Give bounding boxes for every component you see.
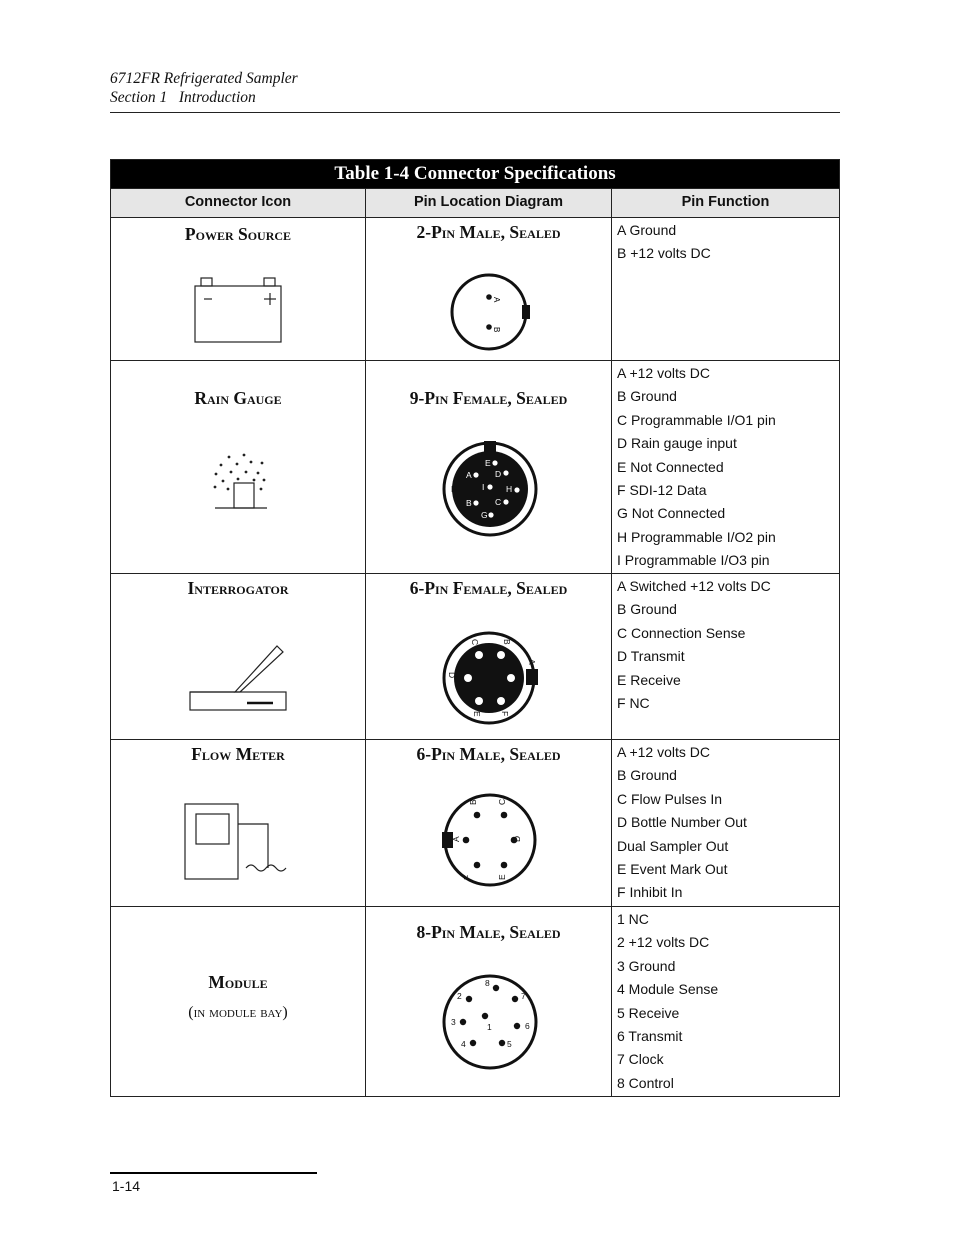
- column-header-connector-icon: Connector Icon: [111, 189, 366, 217]
- pin-function: 8 Control: [617, 1074, 674, 1091]
- pin-letter: 3: [451, 1017, 456, 1027]
- pin-function: B Ground: [617, 388, 677, 405]
- pin-type-label: 6-Pin Male, Sealed: [416, 744, 561, 764]
- pin-letter: F: [451, 484, 457, 494]
- connector-spec-table: [110, 159, 840, 1097]
- pin-letter: D: [512, 835, 522, 842]
- pin-letter: F: [462, 874, 472, 880]
- pin-type-label: 9-Pin Female, Sealed: [409, 388, 568, 408]
- pin-diagram-cell: [366, 574, 612, 739]
- pin-function: A Switched +12 volts DC: [617, 578, 771, 594]
- pin-function: D Bottle Number Out: [617, 814, 747, 831]
- pin-function: 5 Receive: [617, 1004, 680, 1021]
- pin-diagram-cell: [366, 907, 612, 1096]
- column-header-pin-location: Pin Location Diagram: [366, 189, 612, 217]
- pin-letter: A: [466, 470, 472, 480]
- pin-function-cell: [612, 740, 839, 906]
- connector-icon-cell: [111, 574, 366, 739]
- table-title: Table 1-4 Connector Specifications: [111, 160, 839, 188]
- pin-letter: D: [447, 672, 457, 679]
- pin-function: F NC: [617, 695, 650, 712]
- pin-function: I Programmable I/O3 pin: [617, 552, 770, 569]
- connector-icon-cell: [111, 218, 366, 360]
- pin-function-list: [617, 908, 718, 1095]
- pin-letter: A: [527, 659, 537, 665]
- pin-diagram-cell: [366, 740, 612, 906]
- pin-letter: E: [497, 874, 507, 880]
- pin-function: G Not Connected: [617, 505, 726, 522]
- pin-function: 4 Module Sense: [617, 981, 719, 998]
- pin-letter: I: [482, 482, 485, 492]
- pin-letter: F: [500, 711, 510, 717]
- column-header-pin-function: Pin Function: [681, 194, 770, 210]
- pin-function: A +12 volts DC: [617, 365, 710, 381]
- table-row: [111, 217, 839, 360]
- header-rule: [110, 112, 840, 113]
- pin-function: 3 Ground: [617, 957, 676, 974]
- pin-function: F SDI-12 Data: [617, 482, 707, 499]
- pin-function-list: [617, 741, 747, 905]
- connector-2pin-diagram: [449, 272, 529, 352]
- page-number: 1-14: [112, 1178, 141, 1194]
- pin-function: D Transmit: [617, 648, 685, 665]
- connector-name: Power Source: [184, 224, 292, 244]
- pin-function: E Not Connected: [617, 458, 724, 475]
- pin-letter: B: [468, 799, 478, 805]
- pin-function-cell: [612, 361, 839, 573]
- connector-name: Interrogator: [187, 578, 289, 598]
- pin-function: C Connection Sense: [617, 624, 746, 641]
- pin-type-label: 8-Pin Male, Sealed: [416, 922, 561, 942]
- pin-letter: 8: [485, 978, 490, 988]
- pin-diagram-cell: [366, 361, 612, 573]
- pin-function: E Event Mark Out: [617, 861, 728, 878]
- table-row: [111, 739, 839, 906]
- pin-letter: C: [497, 798, 507, 805]
- pin-function: E Receive: [617, 671, 681, 688]
- connector-name: Rain Gauge: [194, 388, 282, 408]
- pin-letter: D: [495, 469, 502, 479]
- table-column-headers: [111, 188, 839, 217]
- running-header: [110, 70, 298, 107]
- pin-function: B +12 volts DC: [617, 245, 711, 262]
- footer-rule: [110, 1172, 317, 1174]
- connector-icon-cell: [111, 740, 366, 906]
- header-section: Section 1 Introduction: [110, 88, 256, 106]
- pin-function: B Ground: [617, 601, 677, 618]
- pin-letter: B: [502, 639, 512, 645]
- connector-8pin-diagram: [441, 973, 541, 1071]
- pin-letter: B: [492, 327, 501, 333]
- pin-type-label: 6-Pin Female, Sealed: [409, 578, 568, 598]
- pin-letter: B: [466, 498, 472, 508]
- pin-letter: A: [492, 297, 501, 303]
- pin-function: 7 Clock: [617, 1051, 664, 1068]
- pin-letter: 7: [521, 991, 526, 1001]
- pin-function-list: [617, 219, 711, 266]
- pin-letter: 4: [461, 1039, 466, 1049]
- table-row: [111, 360, 839, 573]
- pin-letter: E: [485, 458, 491, 468]
- pin-function: C Programmable I/O1 pin: [617, 411, 776, 428]
- pin-function-cell: [612, 218, 839, 360]
- pin-function: 6 Transmit: [617, 1028, 683, 1045]
- pin-function-cell: [612, 574, 839, 739]
- pin-function: 1 NC: [617, 911, 649, 927]
- pin-letter: G: [481, 510, 488, 520]
- pin-letter: 2: [457, 991, 462, 1001]
- table-row: [111, 906, 839, 1096]
- connector-name: Module: [208, 972, 268, 992]
- pin-function: 2 +12 volts DC: [617, 934, 710, 951]
- flow-meter-icon: [184, 802, 294, 882]
- pin-function: C Flow Pulses In: [617, 790, 723, 807]
- pin-function: F Inhibit In: [617, 884, 683, 901]
- connector-icon-cell: [111, 907, 366, 1096]
- pin-function: H Programmable I/O2 pin: [617, 528, 776, 545]
- pin-letter: E: [472, 711, 482, 717]
- pin-function-list: [617, 575, 771, 715]
- table-row: [111, 573, 839, 739]
- pin-function-cell: [612, 907, 839, 1096]
- connector-name: Flow Meter: [191, 744, 285, 764]
- connector-icon-cell: [111, 361, 366, 573]
- connector-6pin-female-diagram: [439, 631, 539, 725]
- connector-6pin-male-diagram: [440, 793, 540, 887]
- pin-function: A Ground: [617, 222, 677, 238]
- pin-letter: C: [470, 639, 480, 646]
- pin-letter: 6: [525, 1021, 530, 1031]
- pin-letter: 5: [507, 1039, 512, 1049]
- pin-diagram-cell: [366, 218, 612, 360]
- connector-sublabel: (in module bay): [188, 1004, 288, 1021]
- battery-icon: [193, 276, 283, 344]
- pin-function-list: [617, 362, 776, 573]
- pin-letter: H: [506, 484, 513, 494]
- interrogator-icon: [189, 642, 289, 714]
- pin-function: Dual Sampler Out: [617, 837, 729, 854]
- connector-9pin-diagram: [440, 439, 540, 537]
- pin-letter: C: [495, 497, 502, 507]
- pin-letter: A: [451, 836, 461, 842]
- pin-function: A +12 volts DC: [617, 744, 710, 760]
- pin-type-label: 2-Pin Male, Sealed: [416, 222, 561, 242]
- rain-gauge-icon: [211, 449, 271, 519]
- pin-letter: 1: [487, 1022, 492, 1032]
- pin-function: B Ground: [617, 767, 677, 784]
- header-title: 6712FR Refrigerated Sampler: [110, 70, 298, 87]
- pin-function: D Rain gauge input: [617, 435, 737, 452]
